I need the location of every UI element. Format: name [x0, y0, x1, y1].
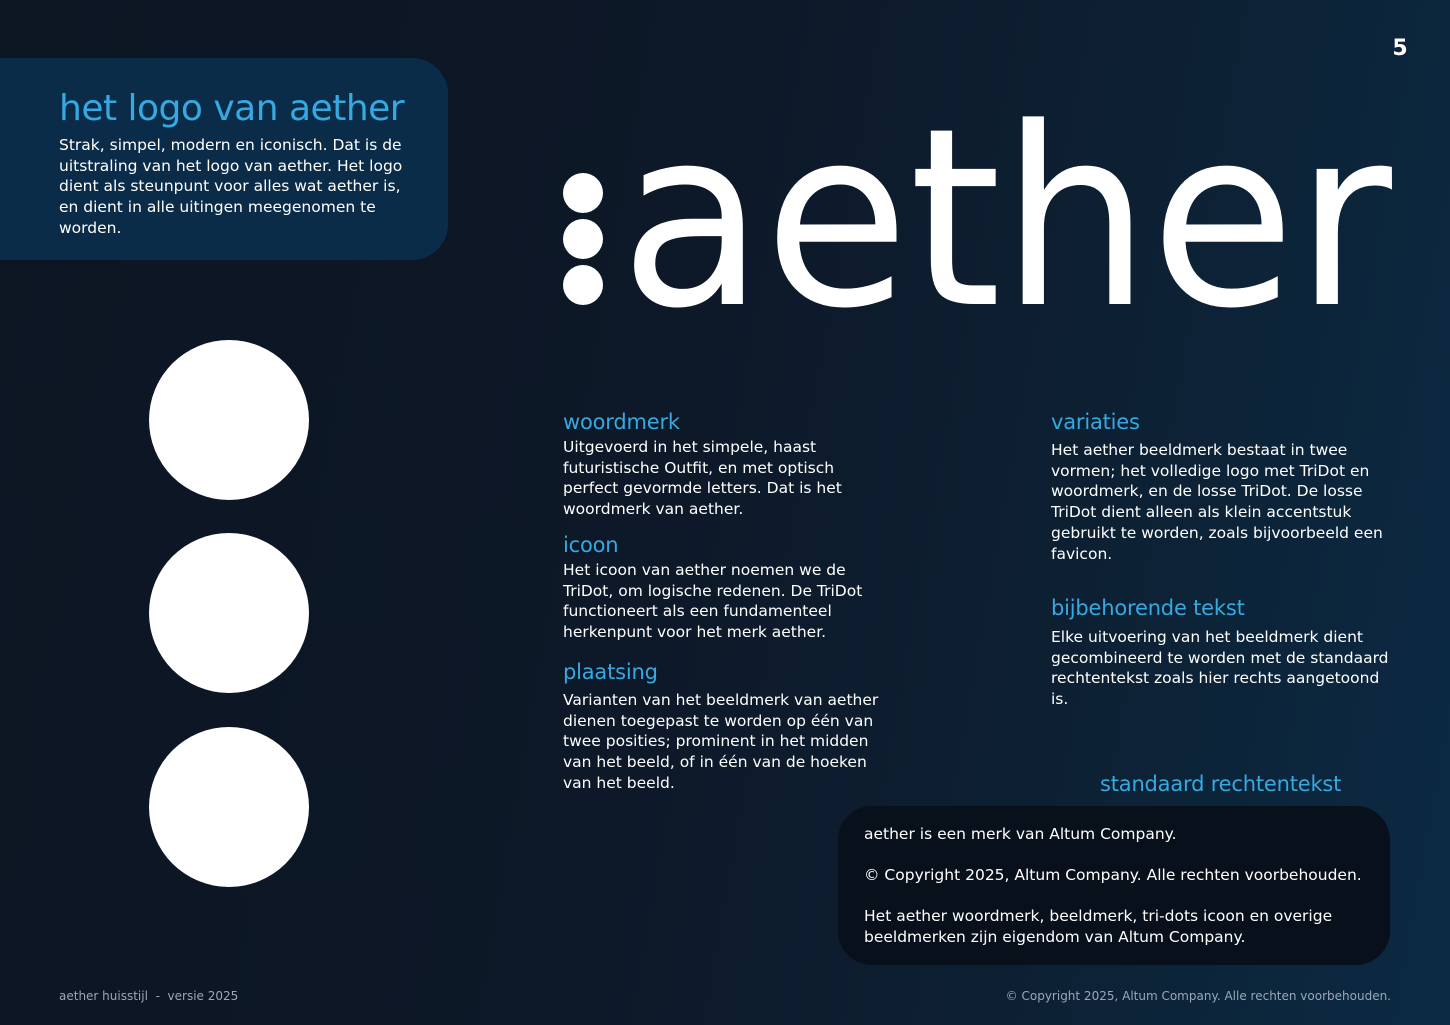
logo-dot-bottom — [563, 265, 603, 305]
icoon-body: Het icoon van aether noemen we de TriDot, om logische redenen. De TriDot functioneert als een fundamenteel herkenpunt voor het merk aether. — [563, 561, 863, 642]
variaties-title: variaties — [1051, 410, 1140, 434]
logo-dot-top — [563, 173, 603, 213]
logo-wordmark: aether — [620, 110, 1393, 310]
intro-title: het logo van aether — [59, 88, 405, 129]
footer-copyright: © Copyright 2025, Altum Company. Alle rechten voorbehouden. — [1005, 989, 1391, 1003]
plaatsing-body: Varianten van het beeldmerk van aether dienen toegepast te worden op één van twee posities; prominent in het midden van het beeld, of in één van de hoeken van het beeld. — [563, 691, 879, 792]
legal-line-ownership: Het aether woordmerk, beeldmerk, tri-dots icoon en overige beeldmerken zijn eigendom van Altum Company. — [864, 907, 1333, 946]
page-number: 5 — [1392, 36, 1408, 61]
legal-line-trademark: aether is een merk van Altum Company. — [864, 825, 1177, 843]
aether-logo — [560, 110, 1395, 310]
legal-line-copyright: © Copyright 2025, Altum Company. Alle rechten voorbehouden. — [864, 866, 1362, 884]
icoon-title: icoon — [563, 533, 619, 557]
woordmerk-title: woordmerk — [563, 410, 680, 434]
bijbehorende-tekst-title: bijbehorende tekst — [1051, 596, 1245, 620]
plaatsing-title: plaatsing — [563, 660, 658, 684]
intro-body: Strak, simpel, modern en iconisch. Dat is de uitstraling van het logo van aether. Het logo dient als steunpunt voor alles wat aether is, en dient in alle uitingen meegenomen te worden. — [59, 136, 403, 237]
bijbehorende-tekst-body: Elke uitvoering van het beeldmerk dient gecombineerd te worden met de standaard rechtentekst zoals hier rechts aangetoond is. — [1051, 628, 1389, 709]
footer-version: aether huisstijl - versie 2025 — [59, 989, 239, 1003]
tridot-icon — [148, 340, 310, 888]
logo-dot-middle — [563, 219, 603, 259]
woordmerk-body: Uitgevoerd in het simpele, haast futuristische Outfit, en met optisch perfect gevormde letters. Dat is het woordmerk van aether. — [563, 438, 842, 519]
legal-title: standaard rechtentekst — [1100, 772, 1342, 796]
tridot-dot-middle — [149, 533, 309, 693]
tridot-dot-bottom — [149, 727, 309, 887]
tridot-dot-top — [149, 340, 309, 500]
variaties-body: Het aether beeldmerk bestaat in twee vormen; het volledige logo met TriDot en woordmerk, en de losse TriDot. De losse TriDot dient alleen als klein accentstuk gebruikt te worden, zoals bijvoorbeeld een favicon. — [1051, 441, 1383, 563]
